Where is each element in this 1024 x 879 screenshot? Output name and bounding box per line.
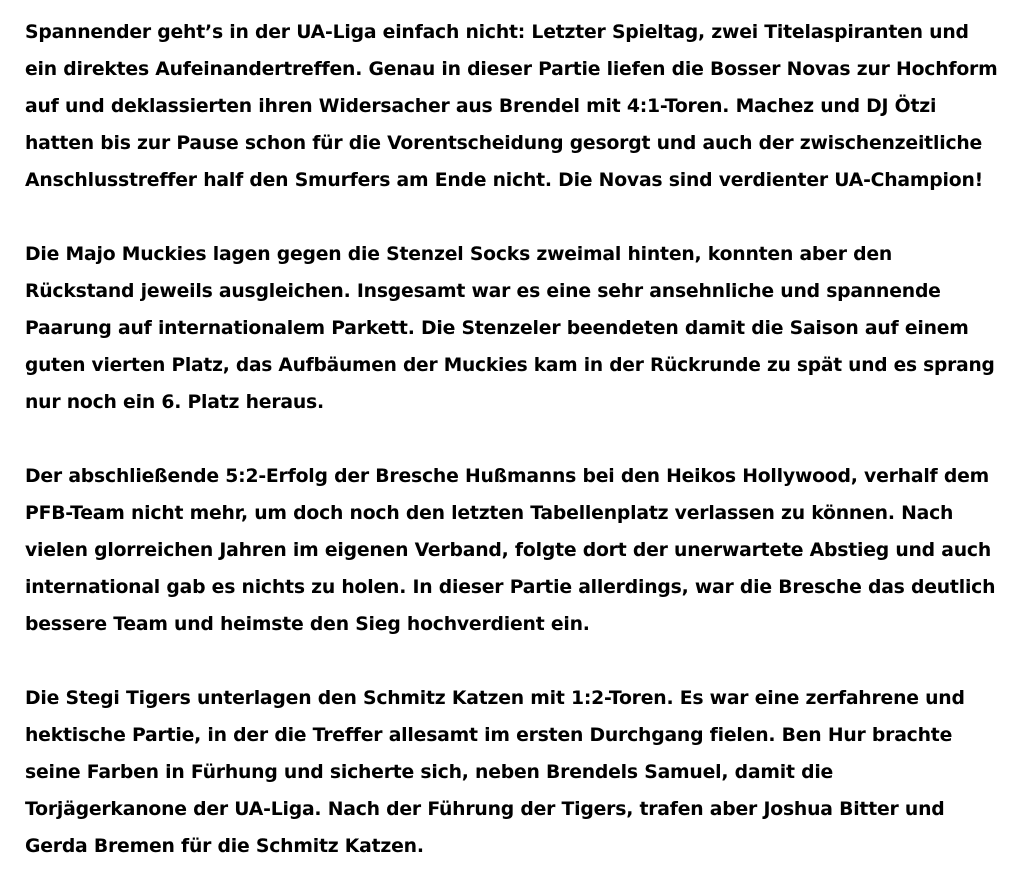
paragraph-majo-muckies bbox=[25, 236, 1004, 421]
text-line: auf und deklassierten ihren Widersacher aus Brendel mit 4:1-Toren. Machez und DJ Ötzi bbox=[25, 96, 937, 117]
text-line: vielen glorreichen Jahren im eigenen Verband, folgte dort der unerwartete Abstieg und auch bbox=[25, 540, 991, 561]
text-line: bessere Team und heimste den Sieg hochverdient ein. bbox=[25, 614, 590, 635]
text-line: Rückstand jeweils ausgleichen. Insgesamt war es eine sehr ansehnliche und spannende bbox=[25, 281, 941, 302]
text-line: Paarung auf internationalem Parkett. Die Stenzeler beendeten damit die Saison auf einem bbox=[25, 318, 969, 339]
paragraph-final-matchday bbox=[25, 14, 1004, 199]
text-line: seine Farben in Fürhung und sicherte sich, neben Brendels Samuel, damit die bbox=[25, 762, 834, 783]
text-line: nur noch ein 6. Platz heraus. bbox=[25, 392, 324, 413]
text-line: Anschlusstreffer half den Smurfers am Ende nicht. Die Novas sind verdienter UA-Champion! bbox=[25, 170, 983, 191]
text-line: hatten bis zur Pause schon für die Vorentscheidung gesorgt und auch der zwischenzeitliche bbox=[25, 133, 983, 154]
paragraph-stegi-tigers bbox=[25, 680, 1004, 865]
text-line: Gerda Bremen für die Schmitz Katzen. bbox=[25, 836, 424, 857]
text-line: guten vierten Platz, das Aufbäumen der Muckies kam in der Rückrunde zu spät und es sprang bbox=[25, 355, 995, 376]
text-line: international gab es nichts zu holen. In dieser Partie allerdings, war die Bresche das deutlich bbox=[25, 577, 996, 598]
text-line: hektische Partie, in der die Treffer allesamt im ersten Durchgang fielen. Ben Hur brachte bbox=[25, 725, 953, 746]
text-line: Die Stegi Tigers unterlagen den Schmitz Katzen mit 1:2-Toren. Es war eine zerfahrene und bbox=[25, 688, 965, 709]
text-line: Torjägerkanone der UA-Liga. Nach der Führung der Tigers, trafen aber Joshua Bitter und bbox=[25, 799, 945, 820]
text-line: Die Majo Muckies lagen gegen die Stenzel Socks zweimal hinten, konnten aber den bbox=[25, 244, 893, 265]
text-line: Spannender geht’s in der UA-Liga einfach nicht: Letzter Spieltag, zwei Titelaspiranten und bbox=[25, 22, 969, 43]
paragraph-bresche-hussmanns bbox=[25, 458, 1004, 643]
text-line: PFB-Team nicht mehr, um doch noch den letzten Tabellenplatz verlassen zu können. Nach bbox=[25, 503, 954, 524]
text-line: ein direktes Aufeinandertreffen. Genau in dieser Partie liefen die Bosser Novas zur Hochform bbox=[25, 59, 998, 80]
text-line: Der abschließende 5:2-Erfolg der Bresche Hußmanns bei den Heikos Hollywood, verhalf dem bbox=[25, 466, 990, 487]
